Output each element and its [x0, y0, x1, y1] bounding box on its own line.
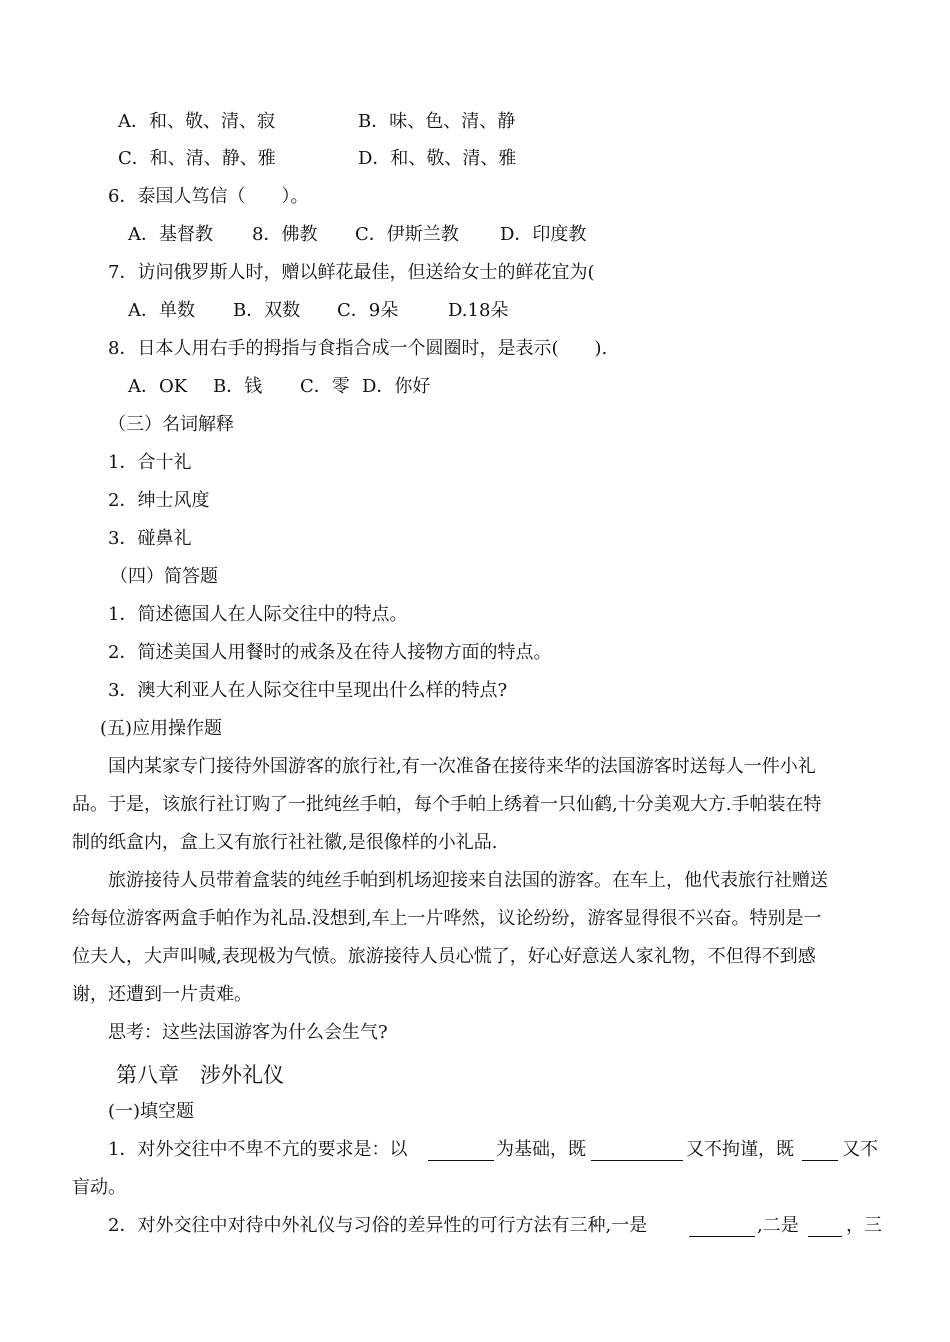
q5-options-row1 [0, 110, 950, 134]
q6-option-b: 8．佛教 [252, 224, 318, 245]
sec5-p2-line [0, 983, 950, 1007]
sec3-item-text: 1．合十礼 [108, 452, 192, 473]
sec5-heading-text: (五)应用操作题 [100, 718, 223, 739]
sec4-item-text: 1．简述德国人在人际交往中的特点。 [108, 604, 408, 625]
sec3-item [0, 489, 950, 513]
sec4-item [0, 641, 950, 665]
sec4-item [0, 679, 950, 703]
sec5-p2-line [0, 869, 950, 893]
q6-options [0, 223, 950, 247]
q2-blank-2[interactable] [808, 1214, 842, 1237]
paragraph-line: 国内某家专门接待外国游客的旅行社,有一次准备在接待来华的法国游客时送每人一件小礼 [108, 756, 816, 777]
q6-stem-text: 6．泰国人笃信（ ）。 [108, 186, 309, 207]
paragraph-line: 给每位游客两盒手帕作为礼品.没想到,车上一片哗然，议论纷纷，游客显得很不兴奋。特别是一 [72, 908, 822, 929]
sec4-item-text: 3．澳大利亚人在人际交往中呈现出什么样的特点? [108, 680, 508, 701]
ch8-q1 [0, 1138, 950, 1162]
q8-option-d: D．你好 [362, 376, 431, 397]
q7-option-c: C．9朵 [337, 300, 399, 321]
q7-option-a: A．单数 [128, 300, 195, 321]
q5-options-row2 [0, 147, 950, 171]
q5-option-d: D．和、敬、清、雅 [358, 148, 517, 169]
sec3-item [0, 527, 950, 551]
q5-option-b: B．味、色、清、静 [358, 111, 516, 132]
paragraph-line: 谢，还遭到一片责难。 [72, 984, 252, 1005]
q1-continuation: 盲动。 [72, 1177, 126, 1198]
q8-options [0, 375, 950, 399]
sec3-item-text: 3．碰鼻礼 [108, 528, 192, 549]
q7-options [0, 299, 950, 323]
chapter-title-text: 第八章 涉外礼仪 [116, 1063, 284, 1087]
sec4-heading-text: （四）简答题 [110, 566, 218, 587]
q1-text-c: 又不拘谨，既 [686, 1139, 794, 1160]
q1-blank-1[interactable] [428, 1138, 494, 1161]
q2-text-c: ，三 [846, 1215, 882, 1236]
sec3-item-text: 2．绅士风度 [108, 490, 210, 511]
ch8-q2 [0, 1214, 950, 1238]
sec3-heading-text: （三）名词解释 [108, 414, 234, 435]
sec5-p1-line [0, 831, 950, 855]
q6-option-d: D．印度教 [500, 224, 587, 245]
sec3-item [0, 451, 950, 475]
ch8-q1-cont [0, 1176, 950, 1200]
q7-stem [0, 261, 950, 285]
q8-option-b: B．钱 [213, 376, 263, 397]
sec5-heading [0, 717, 950, 741]
q2-text-a: 2．对外交往中对待中外礼仪与习俗的差异性的可行方法有三种,一是 [108, 1215, 648, 1236]
q6-option-c: C．伊斯兰教 [355, 224, 459, 245]
sec3-heading [0, 413, 950, 437]
q7-option-b: B．双数 [233, 300, 301, 321]
q1-blank-2[interactable] [591, 1138, 683, 1161]
q2-text-b: ,二是 [757, 1215, 799, 1236]
paragraph-line: 位夫人，大声叫喊,表现极为气愤。旅游接待人员心慌了，好心好意送人家礼物，不但得不到感 [72, 946, 816, 967]
q8-option-a: A．OK [128, 376, 188, 397]
q5-option-c: C．和、清、静、雅 [118, 148, 276, 169]
q6-option-a: A．基督教 [128, 224, 213, 245]
sec4-item [0, 603, 950, 627]
sec5-think [0, 1021, 950, 1045]
q1-blank-3[interactable] [802, 1138, 838, 1161]
paragraph-line: 旅游接待人员带着盒装的纯丝手帕到机场迎接来自法国的游客。在车上，他代表旅行社赠送 [108, 870, 828, 891]
sec5-p2-line [0, 907, 950, 931]
ch8-sec1-heading [0, 1100, 950, 1124]
sec4-item-text: 2．简述美国人用餐时的戒条及在待人接物方面的特点。 [108, 642, 552, 663]
q1-text-b: 为基础，既 [496, 1139, 586, 1160]
q7-stem-text: 7．访问俄罗斯人时，赠以鲜花最佳，但送给女士的鲜花宜为( [108, 262, 595, 283]
chapter-title [0, 1061, 950, 1089]
q8-stem-text: 8．日本人用右手的拇指与食指合成一个圆圈时，是表示( ). [108, 338, 608, 359]
paragraph-line: 品。于是，该旅行社订购了一批纯丝手帕，每个手帕上绣着一只仙鹤,十分美观大方.手帕装在特 [72, 794, 822, 815]
ch8-sec1-heading-text: (一)填空题 [108, 1101, 195, 1122]
q1-text-a: 1．对外交往中不卑不亢的要求是：以 [108, 1139, 408, 1160]
q6-stem [0, 185, 950, 209]
sec5-p2-line [0, 945, 950, 969]
sec5-p1-line [0, 793, 950, 817]
q8-stem [0, 337, 950, 361]
q2-blank-1[interactable] [689, 1214, 755, 1237]
q8-option-c: C．零 [300, 376, 350, 397]
paragraph-line: 制的纸盒内，盒上又有旅行社社徽,是很像样的小礼品. [72, 832, 498, 853]
sec5-p1-line [0, 755, 950, 779]
q7-option-d: D.18朵 [448, 300, 509, 321]
q1-text-d: 又不 [842, 1139, 878, 1160]
sec4-heading [0, 565, 950, 589]
think-question: 思考：这些法国游客为什么会生气? [108, 1022, 388, 1043]
q5-option-a: A．和、敬、清、寂 [118, 111, 275, 132]
